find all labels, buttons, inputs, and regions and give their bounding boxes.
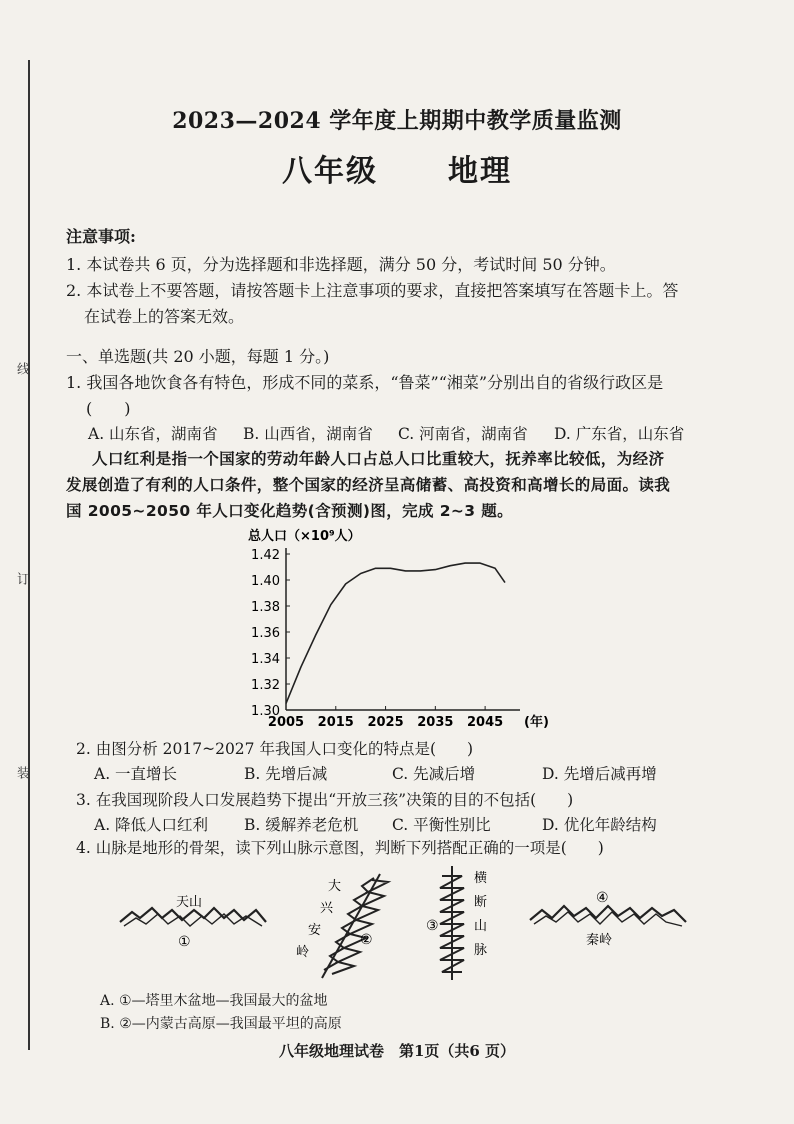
q1-option-c: C. 河南省，湖南省 <box>398 425 528 443</box>
x-tick-label: 2045 <box>467 715 504 730</box>
marker-4: ④ <box>596 890 609 906</box>
marker-2: ② <box>360 932 373 948</box>
margin-mark-xian: 线 <box>14 362 29 375</box>
q3-option-c: C. 平衡性别比 <box>392 816 491 834</box>
q1-option-b: B. 山西省，湖南省 <box>243 425 373 443</box>
section-heading: 一、单选题(共 20 小题，每题 1 分。) <box>66 347 330 366</box>
q3-option-b: B. 缓解养老危机 <box>244 816 359 834</box>
x-tick-label: 2005 <box>267 715 305 730</box>
q4-option-a: A. ①—塔里木盆地—我国最大的盆地 <box>100 993 328 1009</box>
qinling-label: 秦岭 <box>586 933 613 948</box>
population-line <box>286 563 505 703</box>
hengduan-mountain-icon <box>440 866 464 980</box>
q1-option-d: D. 广东省，山东省 <box>554 425 685 443</box>
q2-option-b: B. 先增后减 <box>244 765 328 783</box>
population-chart <box>230 520 560 730</box>
x-axis-label: (年) <box>524 715 549 730</box>
y-tick-label: 1.32 <box>251 678 280 693</box>
hengduan-char-1: 横 <box>474 871 488 886</box>
y-tick-label: 1.34 <box>251 652 280 667</box>
passage-line-1: 人口红利是指一个国家的劳动年龄人口占总人口比重较大，抚养率比较低，为经济 <box>92 450 665 468</box>
x-tick-label: 2025 <box>367 715 404 730</box>
marker-3: ③ <box>426 918 439 934</box>
q3-options <box>94 813 657 835</box>
notice-heading: 注意事项: <box>66 227 136 246</box>
x-tick-label: 2035 <box>417 715 454 730</box>
chart-plot <box>248 528 549 730</box>
x-tick-label: 2015 <box>317 715 354 730</box>
tianshan-mountain-icon <box>120 908 266 926</box>
y-tick-label: 1.42 <box>251 548 280 563</box>
margin-mark-ding: 订 <box>14 572 29 585</box>
mountain-diagram <box>110 860 700 985</box>
passage-line-3: 国 2005~2050 年人口变化趋势(含预测)图，完成 2~3 题。 <box>66 502 514 520</box>
qinling-mountain-icon <box>530 906 686 926</box>
notice-item-2-line-2: 在试卷上的答案无效。 <box>84 307 245 326</box>
q3-option-a: A. 降低人口红利 <box>94 816 209 834</box>
y-tick-label: 1.38 <box>251 600 280 615</box>
exam-subtitle <box>0 146 794 190</box>
subject-label: 地理 <box>448 154 512 189</box>
y-axis-label: 总人口（×10⁹人） <box>248 529 361 544</box>
q4-option-b: B. ②—内蒙古高原—我国最平坦的高原 <box>100 1016 342 1032</box>
q2-option-d: D. 先增后减再增 <box>542 765 657 783</box>
page-footer: 八年级地理试卷 第1页（共6 页） <box>278 1042 516 1060</box>
q1-option-a: A. 山东省，湖南省 <box>88 425 218 443</box>
q2-option-c: C. 先减后增 <box>392 765 476 783</box>
hengduan-char-3: 山 <box>474 919 488 934</box>
grade-label: 八年级 <box>282 154 378 189</box>
binding-margin-line <box>28 60 30 1050</box>
q3-stem: 3. 在我国现阶段人口发展趋势下提出“开放三孩”决策的目的不包括( ) <box>76 791 574 809</box>
notice-item-1: 1. 本试卷共 6 页，分为选择题和非选择题，满分 50 分，考试时间 50 分钟。 <box>66 255 616 274</box>
hengduan-char-4: 脉 <box>474 943 488 958</box>
daxinganling-char-2: 兴 <box>320 901 334 916</box>
marker-1: ① <box>178 934 191 950</box>
hengduan-char-2: 断 <box>474 895 488 910</box>
daxinganling-char-4: 岭 <box>296 945 310 960</box>
q1-stem: 1. 我国各地饮食各有特色，形成不同的菜系，“鲁菜”“湘菜”分别出自的省级行政区是 <box>66 373 664 392</box>
y-tick-label: 1.30 <box>251 704 280 719</box>
q4-stem: 4. 山脉是地形的骨架，读下列山脉示意图，判断下列搭配正确的一项是( ) <box>76 839 604 857</box>
q2-options <box>94 762 657 784</box>
y-tick-label: 1.36 <box>251 626 280 641</box>
q1-blank: ( ) <box>86 399 131 418</box>
q1-options <box>88 422 684 444</box>
exam-title: 2023—2024 学年度上期期中教学质量监测 <box>172 108 622 134</box>
tianshan-label: 天山 <box>176 895 203 910</box>
passage-line-2: 发展创造了有利的人口条件，整个国家的经济呈高储蓄、高投资和高增长的局面。读我 <box>66 476 671 494</box>
daxinganling-char-1: 大 <box>328 879 342 894</box>
daxinganling-char-3: 安 <box>308 923 322 938</box>
q2-stem: 2. 由图分析 2017~2027 年我国人口变化的特点是( ) <box>76 740 474 758</box>
q2-option-a: A. 一直增长 <box>94 765 178 783</box>
margin-mark-zhuang: 装 <box>14 766 29 779</box>
q3-option-d: D. 优化年龄结构 <box>542 816 657 834</box>
y-tick-label: 1.40 <box>251 574 280 589</box>
notice-item-2-line-1: 2. 本试卷上不要答题，请按答题卡上注意事项的要求，直接把答案填写在答题卡上。答 <box>66 281 679 300</box>
